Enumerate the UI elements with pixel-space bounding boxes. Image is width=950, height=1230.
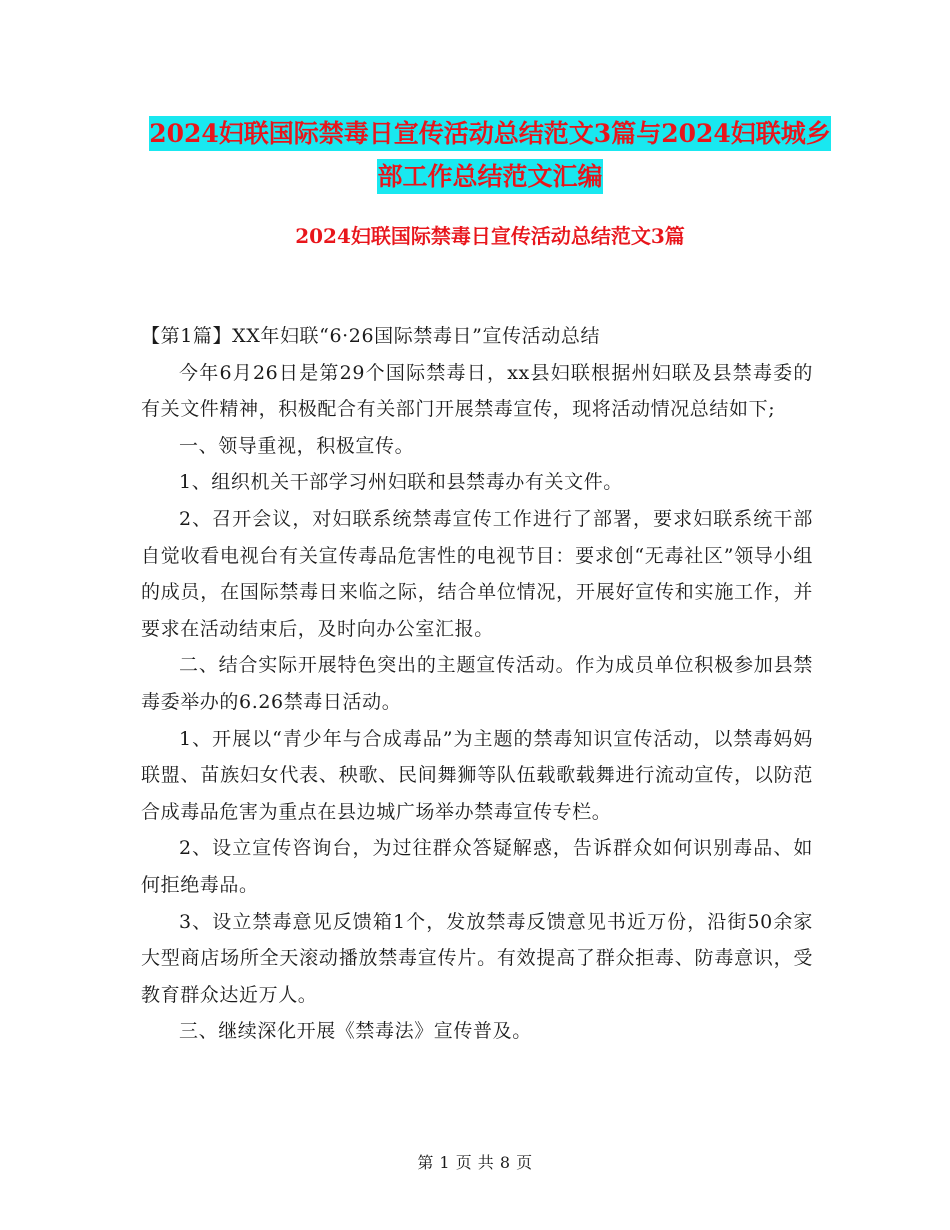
- paragraph: 2、设立宣传咨询台，为过往群众答疑解惑，告诉群众如何识别毒品、如何拒绝毒品。: [141, 837, 813, 896]
- section-title: 2024妇联国际禁毒日宣传活动总结范文3篇: [295, 224, 685, 248]
- page-footer: 第 1 页 共 8 页: [417, 1153, 533, 1172]
- paragraph-section-3-heading: 三、继续深化开展《禁毒法》宣传普及。: [179, 1020, 532, 1043]
- paragraph: 1、组织机关干部学习州妇联和县禁毒办有关文件。: [179, 471, 623, 494]
- paragraph-article-heading: 【第1篇】XX年妇联“6·26国际禁毒日”宣传活动总结: [141, 325, 601, 347]
- paragraph-section-2-heading: 二、结合实际开展特色突出的主题宣传活动。作为成员单位积极参加县禁毒委举办的6.26禁毒日活动。: [141, 654, 813, 713]
- paragraph: 1、开展以“青少年与合成毒品”为主题的禁毒知识宣传活动，以禁毒妈妈联盟、苗族妇女代表、秧歌、民间舞狮等队伍载歌载舞进行流动宣传，以防范合成毒品危害为重点在县边城广场举办禁毒宣传专栏。: [141, 727, 813, 823]
- document-body: [141, 318, 813, 1050]
- paragraph-intro: 今年6月26日是第29个国际禁毒日，xx县妇联根据州妇联及县禁毒委的有关文件精神，积极配合有关部门开展禁毒宣传，现将活动情况总结如下;: [141, 361, 813, 421]
- document-title: [140, 112, 840, 198]
- paragraph: 3、设立禁毒意见反馈箱1个，发放禁毒反馈意见书近万份，沿街50余家大型商店场所全天滚动播放禁毒宣传片。有效提高了群众拒毒、防毒意识，受教育群众达近万人。: [141, 910, 813, 1006]
- paragraph: 2、召开会议，对妇联系统禁毒宣传工作进行了部署，要求妇联系统干部自觉收看电视台有关宣传毒品危害性的电视节目：要求创“无毒社区”领导小组的成员，在国际禁毒日来临之际，结合单位情况，开展好宣传和实施工作，并要求在活动结束后，及时向办公室汇报。: [141, 507, 813, 640]
- document-title-text: 2024妇联国际禁毒日宣传活动总结范文3篇与2024妇联城乡部工作总结范文汇编: [149, 116, 831, 194]
- paragraph-section-1-heading: 一、领导重视，积极宣传。: [179, 434, 415, 457]
